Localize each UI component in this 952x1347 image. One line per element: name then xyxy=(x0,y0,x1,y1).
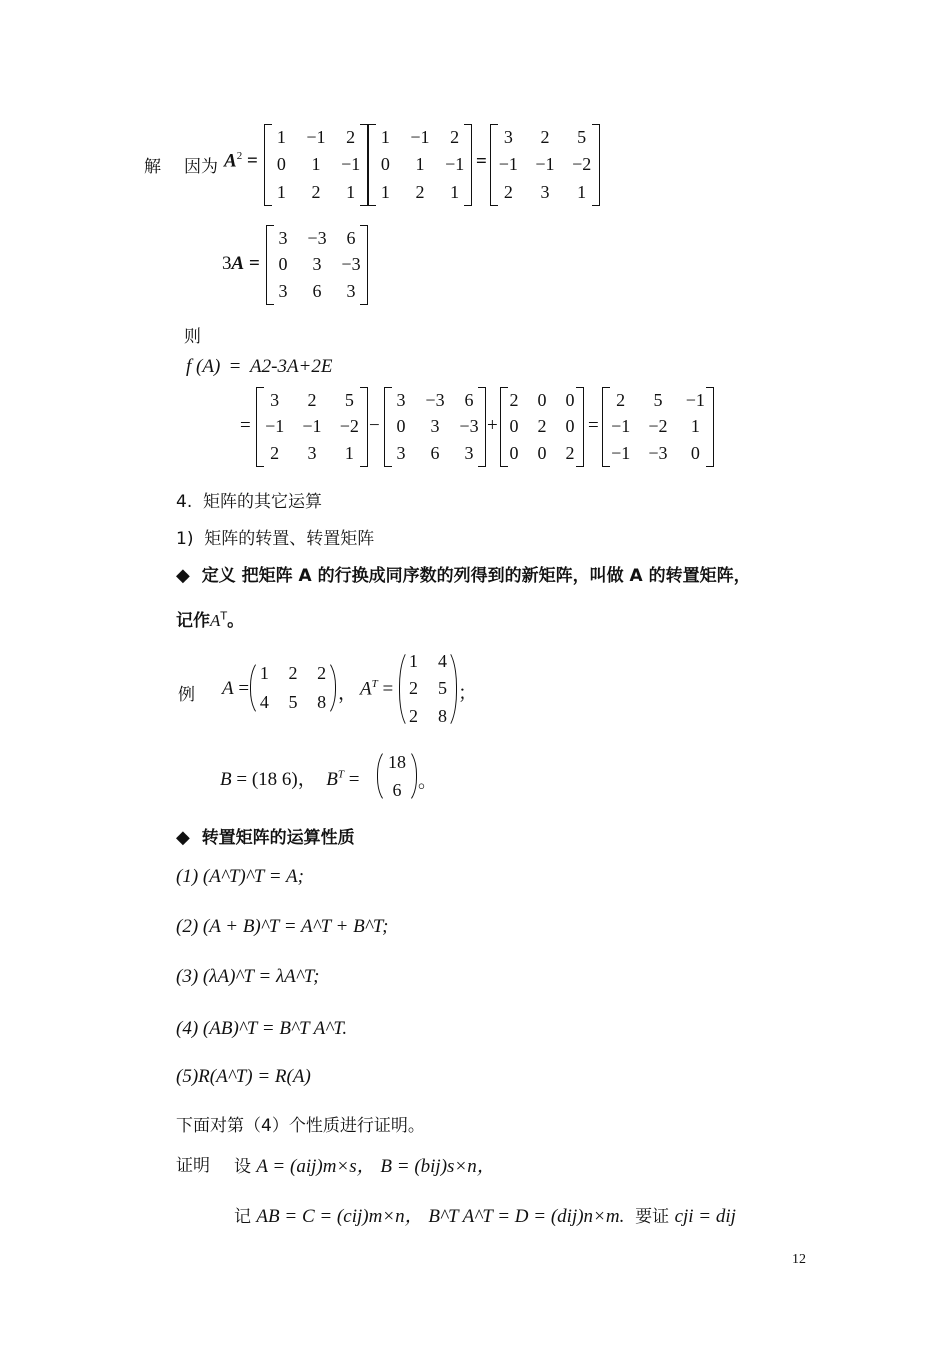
property-2: (2) (A + B)^T = A^T + B^T; xyxy=(176,916,389,937)
matrix-a-squared-repeat xyxy=(256,387,368,467)
properties-heading: ◆ 转置矩阵的运算性质 xyxy=(176,827,355,848)
matrix-f-of-a xyxy=(602,387,714,467)
matrix-cell: 0 xyxy=(380,154,390,175)
matrix-cell: 5 xyxy=(288,692,298,712)
matrix-cell: 3 xyxy=(396,389,406,410)
matrix-cell: 2 xyxy=(317,663,327,683)
matrix-a-2 xyxy=(368,124,472,206)
matrix-cell: 6 xyxy=(464,389,474,410)
matrix-cell: 3 xyxy=(464,443,474,464)
period: 。 xyxy=(418,771,438,792)
matrix-cell: 1 xyxy=(276,127,286,148)
matrix-cell: −1 xyxy=(611,443,631,464)
matrix-cell: 1 xyxy=(380,181,390,202)
matrix-cell: 2 xyxy=(537,416,547,437)
comma: ， xyxy=(338,683,358,704)
matrix-cell: 0 xyxy=(537,443,547,464)
matrix-cell: 4 xyxy=(438,651,447,672)
matrix-cell: −1 xyxy=(611,416,631,437)
matrix-cell: 5 xyxy=(344,389,354,410)
property-5: (5)R(A^T) = R(A) xyxy=(176,1066,311,1087)
matrix-cell: 2 xyxy=(288,663,298,683)
matrix-cell: 3 xyxy=(278,227,288,248)
property-4: (4) (AB)^T = B^T A^T. xyxy=(176,1018,348,1039)
matrix-cell: −1 xyxy=(306,127,326,148)
matrix-cell: 3 xyxy=(278,281,288,302)
example-a-lhs: A = xyxy=(222,678,250,699)
matrix-cell: 1 xyxy=(311,154,321,175)
example-at-lhs: $A^T$ = xyxy=(360,678,394,700)
matrix-cell: 3 xyxy=(312,254,322,275)
matrix-cell: −2 xyxy=(648,416,668,437)
proof-line-1: 设 A = (aij)m×s， B = (bij)s×n， xyxy=(234,1156,496,1177)
matrix-cell: 6 xyxy=(346,227,356,248)
because-text: 因为 xyxy=(184,157,218,177)
matrix-cell: −1 xyxy=(265,416,285,437)
matrix-cell: 5 xyxy=(577,127,587,148)
matrix-cell: 6 xyxy=(392,779,402,800)
matrix-cell: 3 xyxy=(503,127,513,148)
matrix-cell: 1 xyxy=(690,416,700,437)
matrix-cell: 3 xyxy=(346,281,356,302)
matrix-cell: 2 xyxy=(503,181,513,202)
matrix-a-1 xyxy=(264,124,368,206)
matrix-two-e xyxy=(500,387,584,467)
three-a-lhs: 3A = xyxy=(222,253,260,274)
matrix-cell: 1 xyxy=(415,154,425,175)
matrix-cell: 1 xyxy=(344,443,354,464)
matrix-cell: 8 xyxy=(438,705,447,726)
matrix-cell: −3 xyxy=(341,254,361,275)
matrix-cell: 1 xyxy=(380,127,390,148)
example-matrix-a xyxy=(250,659,336,717)
matrix-cell: −1 xyxy=(410,127,430,148)
matrix-cell: 6 xyxy=(312,281,322,302)
matrix-cell: 2 xyxy=(565,443,575,464)
equals-sign: = xyxy=(476,151,487,172)
matrix-cell: 5 xyxy=(653,389,663,410)
matrix-cell: −1 xyxy=(498,154,518,175)
matrix-cell: 3 xyxy=(396,443,406,464)
f-of-a-line: f (A) = A2-3A+2E xyxy=(186,356,333,377)
matrix-cell: 0 xyxy=(509,443,519,464)
matrix-cell: 2 xyxy=(311,181,321,202)
property-1: (1) (A^T)^T = A; xyxy=(176,866,304,887)
matrix-cell: 0 xyxy=(278,254,288,275)
matrix-cell: −1 xyxy=(535,154,555,175)
matrix-cell: 1 xyxy=(259,663,269,683)
matrix-cell: 2 xyxy=(415,181,425,202)
matrix-cell: 1 xyxy=(577,181,587,202)
matrix-cell: 18 xyxy=(388,751,406,772)
matrix-cell: −2 xyxy=(572,154,592,175)
equals-sign: = xyxy=(240,415,251,436)
equals-sign: = xyxy=(588,415,599,436)
matrix-cell: 2 xyxy=(616,389,626,410)
matrix-cell: 6 xyxy=(430,443,440,464)
matrix-cell: 2 xyxy=(409,678,418,699)
matrix-cell: 0 xyxy=(565,389,575,410)
matrix-cell: 2 xyxy=(270,443,280,464)
matrix-cell: 0 xyxy=(565,416,575,437)
matrix-cell: 0 xyxy=(509,416,519,437)
a-squared-lhs: $A^2$ = xyxy=(224,150,258,172)
property-3: (3) (λA)^T = λA^T; xyxy=(176,966,320,987)
matrix-cell: 0 xyxy=(396,416,406,437)
matrix-a-squared xyxy=(490,124,600,206)
plus-sign: + xyxy=(487,415,498,436)
matrix-cell: 4 xyxy=(259,692,269,712)
matrix-cell: 1 xyxy=(276,181,286,202)
matrix-three-a xyxy=(266,225,368,305)
proof-intro: 下面对第（4）个性质进行证明。 xyxy=(176,1116,425,1136)
proof-label: 证明 xyxy=(176,1156,210,1176)
matrix-cell: −2 xyxy=(339,416,359,437)
example-matrix-b-transpose xyxy=(377,748,417,804)
matrix-cell: 8 xyxy=(317,692,327,712)
matrix-cell: 1 xyxy=(409,651,418,672)
matrix-cell: 1 xyxy=(450,181,460,202)
matrix-cell: −1 xyxy=(302,416,322,437)
definition-line-1: ◆ 定义 把矩阵 A 的行换成同序数的列得到的新矩阵，叫做 A 的转置矩阵， xyxy=(176,565,751,586)
matrix-cell: −3 xyxy=(307,227,327,248)
matrix-cell: 2 xyxy=(450,127,460,148)
subsection-heading: 1) 矩阵的转置、转置矩阵 xyxy=(176,529,375,549)
matrix-cell: 2 xyxy=(409,705,418,726)
matrix-cell: 3 xyxy=(307,443,317,464)
matrix-cell: −3 xyxy=(648,443,668,464)
matrix-cell: 1 xyxy=(346,181,356,202)
proof-line-2: 记 AB = C = (cij)m×n， B^T A^T = D = (dij)n×m. 要证 cji = dij xyxy=(234,1206,736,1227)
section-heading: 4. 矩阵的其它运算 xyxy=(176,492,323,512)
matrix-cell: −3 xyxy=(425,389,445,410)
semicolon: ； xyxy=(458,683,478,704)
matrix-cell: −1 xyxy=(341,154,361,175)
matrix-cell: 2 xyxy=(509,389,519,410)
matrix-cell: −1 xyxy=(445,154,465,175)
matrix-cell: 0 xyxy=(537,389,547,410)
matrix-cell: 3 xyxy=(540,181,550,202)
matrix-cell: 3 xyxy=(430,416,440,437)
definition-line-2: 记作$A^T$。 xyxy=(176,609,245,631)
diamond-bullet-icon: ◆ xyxy=(176,565,190,586)
example-matrix-a-transpose xyxy=(399,648,457,730)
matrix-cell: 0 xyxy=(276,154,286,175)
matrix-cell: 2 xyxy=(540,127,550,148)
matrix-cell: −3 xyxy=(459,416,479,437)
then-text: 则 xyxy=(184,327,201,347)
matrix-cell: −1 xyxy=(685,389,705,410)
diamond-bullet-icon: ◆ xyxy=(176,827,190,848)
matrix-cell: 0 xyxy=(690,443,700,464)
matrix-cell: 2 xyxy=(346,127,356,148)
page-number: 12 xyxy=(792,1252,806,1267)
matrix-three-a-repeat xyxy=(384,387,486,467)
matrix-cell: 5 xyxy=(438,678,447,699)
example-label: 例 xyxy=(178,685,195,705)
solution-label: 解 xyxy=(144,157,161,177)
matrix-cell: 2 xyxy=(307,389,317,410)
example-b-line: B = (18 6)， $B^T$ = xyxy=(220,768,360,790)
minus-sign: − xyxy=(369,415,380,436)
matrix-cell: 3 xyxy=(270,389,280,410)
